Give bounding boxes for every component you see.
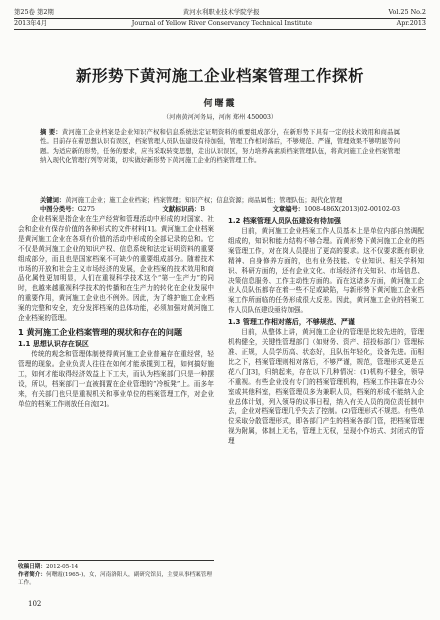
article-title: 新形势下黄河施工企业档案管理工作探析 bbox=[75, 67, 364, 85]
article-meta bbox=[40, 196, 400, 215]
journal-name-cn: 黄河水利职业技术学院学报 bbox=[182, 8, 260, 16]
section-1-3-heading: 1.3 管理工作相对落后，不够规范、严谨 bbox=[228, 318, 355, 327]
abstract-label: 摘 要： bbox=[40, 129, 62, 136]
clc-number: 中图分类号：G275 bbox=[40, 206, 95, 214]
abstract bbox=[40, 128, 400, 165]
keywords bbox=[40, 196, 400, 205]
footnote: 收稿日期：2012-05-14 作者简介：何曙霞(1965-)，女，河南洛阳人，副研究馆员，主要从事档案管理工作。 bbox=[18, 560, 214, 587]
section-1-3-paragraph: 目前，从整体上讲，黄河施工企业的管理是比较先进的，管理机构健全，关键性管理部门（如财务、资产、招投标部门）管理标准、正规，人员学历高、状态好，且队伍年轻化，设备先进。而相比之下，档案管理则相对落后，不够严谨，规范，管理形式更是五花八门[3]，归纳起来，存在以下几种情况：(1)机构不健全，领导不重视。有些企业没有专门的档案管理机构，档案工作挂靠在办公室或其他科室，档案管理员多为兼职人员，档案的形成不能纳入企业总体计划，列入领导的议事日程，纳入有关人员的岗位责任制中去，企业对档案管理几乎失去了控制。(2)管理形式不规范。有些单位采取分散管理形式，即各部门产生的档案各部门管，把档案管理视为附属，体制上无名，管理上无权，呈现小作坊式、封闭式的管理 bbox=[228, 328, 424, 446]
volume-issue-cn: 第25卷 第2期 bbox=[14, 8, 54, 16]
author-bio: 何曙霞(1965-)，女，河南洛阳人，副研究馆员，主要从事档案管理工作。 bbox=[18, 572, 212, 586]
section-1-2-paragraph: 目前，黄河施工企业档案工作人员基本上是单位内部自然调配组成的，知识和能力结构不够合理。而黄形势下黄河施工企业的档案管理工作，对在岗人员提出了更高的要求。这不仅要求既有职业精神、自身修养方面的，也有业务技能、专业知识、相关学科知识、科研方面的，还有企业文化、市场经济有关知识、市场信息、决策信息服务、工作主动性方面的。而在这诸多方面，黄河施工企业人员队伍都存在着一些不足或缺陷，与新形势下黄河施工企业档案工作所面临的任务形成很大反差。因此，黄河施工企业的档案工作人员队伍建设亟待加强。 bbox=[228, 227, 424, 315]
section-1-1-paragraph: 传统的观念和管理体制使得黄河施工企业普遍存在重经营，轻管理的现象。企业负责人往往在如何才能承揽到工程，如何搞好施工，如何才能取得经济效益上下工夫，而认为档案部门只是一种摆设，所以，档案部门一直被拥置在企业管理的“冷板凳”上。而多年来，有关部门也只是重视机关和事业单位的档案管理工作，对企业单位的档案工作则放任自流[2]。 bbox=[18, 349, 214, 408]
document-code: 文献标识码：B bbox=[162, 206, 205, 214]
keywords-text: 黄河施工企业；施工企业档案；档案管理；知识产权；信息资源；商品属性；管理队伍；现代化管理 bbox=[65, 197, 343, 204]
author-affiliation: （河南黄河河务局，河南 郑州 450003） bbox=[162, 114, 278, 121]
section-1-1-heading: 1.1 思想认识存在误区 bbox=[18, 339, 89, 348]
volume-issue-en: Vol.25 No.2 bbox=[388, 8, 426, 16]
section-1-2-heading: 1.2 档案管理人员队伍建设有待加强 bbox=[228, 217, 341, 225]
author-name: 何曙霞 bbox=[203, 99, 237, 109]
left-column bbox=[18, 215, 214, 409]
page-number: 102 bbox=[28, 600, 42, 608]
journal-name-en: Journal of Yellow River Conservancy Technical Institute bbox=[131, 19, 312, 27]
keywords-label: 关键词： bbox=[40, 197, 66, 204]
abstract-text: 黄河施工企业档案是企业知识产权和信息系统法定证明资料的重要组成部分，在新形势下具有一定的技术效用和商品属性。目前存在着思想认识有误区，档案管理人员队伍建设有待加强，管理工作相对落后，不够规范、严谨，管理效果不够明显等问题。为适应新的形势，任务的要求，应当采取转变思想，走出认识误区，努力培养高素质档案管理队伍，将黄河施工企业档案管理纳入现代化管理行列等对策，切实做好新形势下黄河施工企业的档案管理工作。 bbox=[40, 129, 400, 164]
date-cn: 2013年4月 bbox=[14, 19, 48, 27]
header-rule-thin bbox=[14, 29, 426, 30]
intro-paragraph: 企业档案是指企业在生产经营和管理活动中形成的对国家、社会和企业有保存价值的各种形式的文件材料[1]。黄河施工企业档案是黄河施工企业在各项有价值的活动中形成的全部记录的总和。它不仅是黄河施工企业的知识产权、信息系统和法定证明资料的重要组成部分，而且也是国家档案不可缺少的重要组成部分。随着技术市场的开放和社会主义市场经济的发展，企业档案的技术效用和商品化属性更加明显，人们在重视科学技术这个“第一生产力”的同时，也越来越重视科学技术的传播和在生产力的转化在企业发展中的重要作用，黄河施工企业也不例外。因此，为了维护施工企业档案的完整和安全，充分发挥档案的总体功能，必须加强对黄河施工企业档案的管理。 bbox=[18, 215, 214, 323]
received-date: 2012-05-14 bbox=[45, 564, 79, 570]
date-en: Apr.2013 bbox=[396, 19, 426, 27]
right-column bbox=[228, 215, 424, 447]
section-1-heading: 1 黄河施工企业档案管理的现状和存在的问题 bbox=[18, 326, 183, 337]
running-header bbox=[14, 8, 426, 30]
article-number: 文章编号：1008-486X(2013)02-00102-03 bbox=[272, 206, 400, 214]
